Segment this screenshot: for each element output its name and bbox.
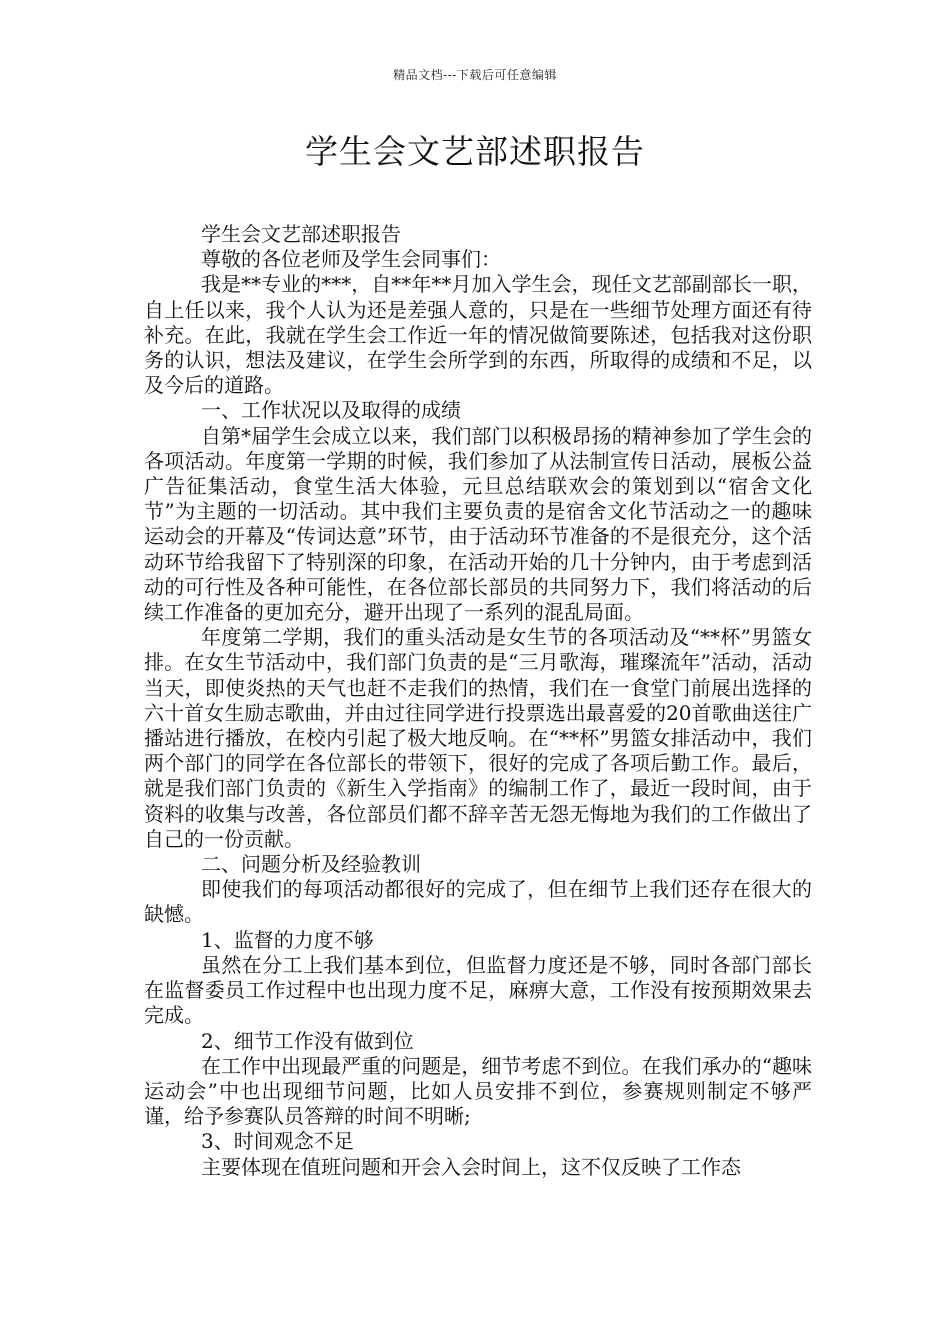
document-body: [144, 222, 812, 1180]
paragraph-supervision: 虽然在分工上我们基本到位，但监督力度还是不够，同时各部门部长在监督委员工作过程中也出现力度不足，麻痹大意，工作没有按预期效果去完成。: [144, 952, 812, 1028]
subheading-details: 2、细节工作没有做到位: [201, 1028, 414, 1053]
paragraph-problems-intro: 即使我们的每项活动都很好的完成了，但在细节上我们还存在很大的缺憾。: [144, 877, 812, 927]
paragraph-subtitle: 学生会文艺部述职报告: [201, 222, 401, 246]
document-title: 学生会文艺部述职报告: [305, 132, 645, 171]
header-note: 精品文档---下载后可任意编辑: [393, 68, 557, 82]
section-heading-2: 二、问题分析及经验教训: [201, 852, 421, 877]
paragraph-second-semester: 年度第二学期，我们的重头活动是女生节的各项活动及“**杯”男篮女排。在女生节活动中，我们部门负责的是“三月歌海，璀璨流年”活动，活动当天，即使炎热的天气也赶不走我们的热情，我们在一食堂门前展出选择的六十首女生励志歌曲，并由过往同学进行投票选出最喜爱的20首歌曲送往广播站进行播放，在校内引起了极大地反响。在“**杯”男篮女排活动中，我们两个部门的同学在各位部长的带领下，很好的完成了各项后勤工作。最后，就是我们部门负责的《新生入学指南》的编制工作了，最近一段时间，由于资料的收集与改善，各位部员们都不辞辛苦无怨无悔地为我们的工作做出了自己的一份贡献。: [144, 625, 812, 851]
paragraph-details: 在工作中出现最严重的问题是，细节考虑不到位。在我们承办的“趣味运动会”中也出现细节问题，比如人员安排不到位，参赛规则制定不够严谨，给予参赛队员答辩的时间不明晰;: [144, 1053, 812, 1129]
paragraph-intro: 我是**专业的***，自**年**月加入学生会，现任文艺部副部长一职，自上任以来，我个人认为还是差强人意的，只是在一些细节处理方面还有待补充。在此，我就在学生会工作近一年的情况做简要陈述，包括我对这份职务的认识，想法及建议，在学生会所学到的东西，所取得的成绩和不足，以及今后的道路。: [144, 272, 812, 398]
paragraph-first-semester: 自第*届学生会成立以来，我们部门以积极昂扬的精神参加了学生会的各项活动。年度第一学期的时候，我们参加了从法制宣传日活动，展板公益广告征集活动，食堂生活大体验，元旦总结联欢会的策划到以“宿舍文化节”为主题的一切活动。其中我们主要负责的是宿舍文化节活动之一的趣味运动会的开幕及“传词达意”环节，由于活动环节准备的不是很充分，这个活动环节给我留下了特别深的印象，在活动开始的几十分钟内，由于考虑到活动的可行性及各种可能性，在各位部长部员的共同努力下，我们将活动的后续工作准备的更加充分，避开出现了一系列的混乱局面。: [144, 423, 812, 625]
section-heading-1: 一、工作状况以及取得的成绩: [201, 398, 461, 423]
subheading-time: 3、时间观念不足: [201, 1129, 354, 1154]
paragraph-salutation: 尊敬的各位老师及学生会同事们：: [201, 247, 501, 272]
subheading-supervision: 1、监督的力度不够: [201, 927, 374, 952]
paragraph-time: 主要体现在值班问题和开会入会时间上，这不仅反映了工作态: [201, 1154, 741, 1179]
